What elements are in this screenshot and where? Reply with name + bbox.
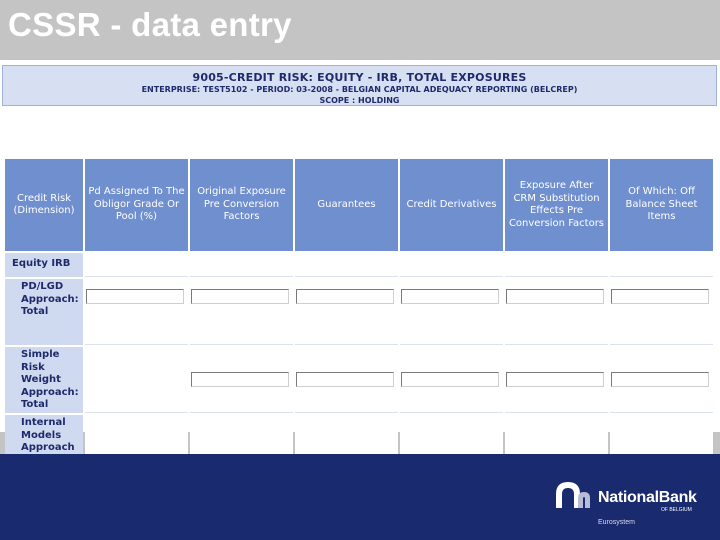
data-entry-table [3,157,715,463]
pd-lgd-original-exposure-input[interactable] [191,289,289,304]
column-header-guarantees: Guarantees [295,159,398,251]
srw-credit-derivatives-input[interactable] [401,372,499,387]
row-label-equity-irb: Equity IRB [5,253,83,277]
table-header-row [5,159,713,251]
logo-eurosystem: Eurosystem [598,519,635,526]
logo-name: NationalBank [598,489,697,506]
column-header-credit-risk: Credit Risk (Dimension) [5,159,83,251]
column-header-exposure-after-crm: Exposure After CRM Substitution Effects Pre Conversion Factors [505,159,608,251]
form-header [2,65,717,106]
row-label-simple-risk-weight: Simple Risk Weight Approach: Total [5,347,83,413]
row-label-pd-lgd: PD/LGD Approach: Total [5,279,83,345]
srw-original-exposure-input[interactable] [191,372,289,387]
srw-guarantees-input[interactable] [296,372,394,387]
column-header-off-balance: Of Which: Off Balance Sheet Items [610,159,713,251]
column-header-pd-assigned: Pd Assigned To The Obligor Grade Or Pool (%) [85,159,188,251]
pd-lgd-exposure-after-crm-input[interactable] [506,289,604,304]
column-header-original-exposure: Original Exposure Pre Conversion Factors [190,159,293,251]
table-row [5,279,713,345]
pd-lgd-guarantees-input[interactable] [296,289,394,304]
table-row [5,347,713,413]
pd-lgd-off-balance-input[interactable] [611,289,709,304]
srw-off-balance-input[interactable] [611,372,709,387]
logo-country: OF BELGIUM [661,507,692,513]
form-title: 9005-CREDIT RISK: EQUITY - IRB, TOTAL EXPOSURES [192,71,527,84]
app-screenshot [0,60,720,453]
slide-title: CSSR - data entry [8,6,292,43]
row-label-internal-models: Internal Models Approach [5,415,83,461]
srw-exposure-after-crm-input[interactable] [506,372,604,387]
pd-lgd-credit-derivatives-input[interactable] [401,289,499,304]
form-enterprise-line: ENTERPRISE: TEST5102 - PERIOD: 03-2008 - BELGIAN CAPITAL ADEQUACY REPORTING (BELCREP) [141,85,578,94]
table-row [5,253,713,277]
form-scope-line: SCOPE : HOLDING [319,96,400,105]
pd-lgd-pd-input[interactable] [86,289,184,304]
column-header-credit-derivatives: Credit Derivatives [400,159,503,251]
